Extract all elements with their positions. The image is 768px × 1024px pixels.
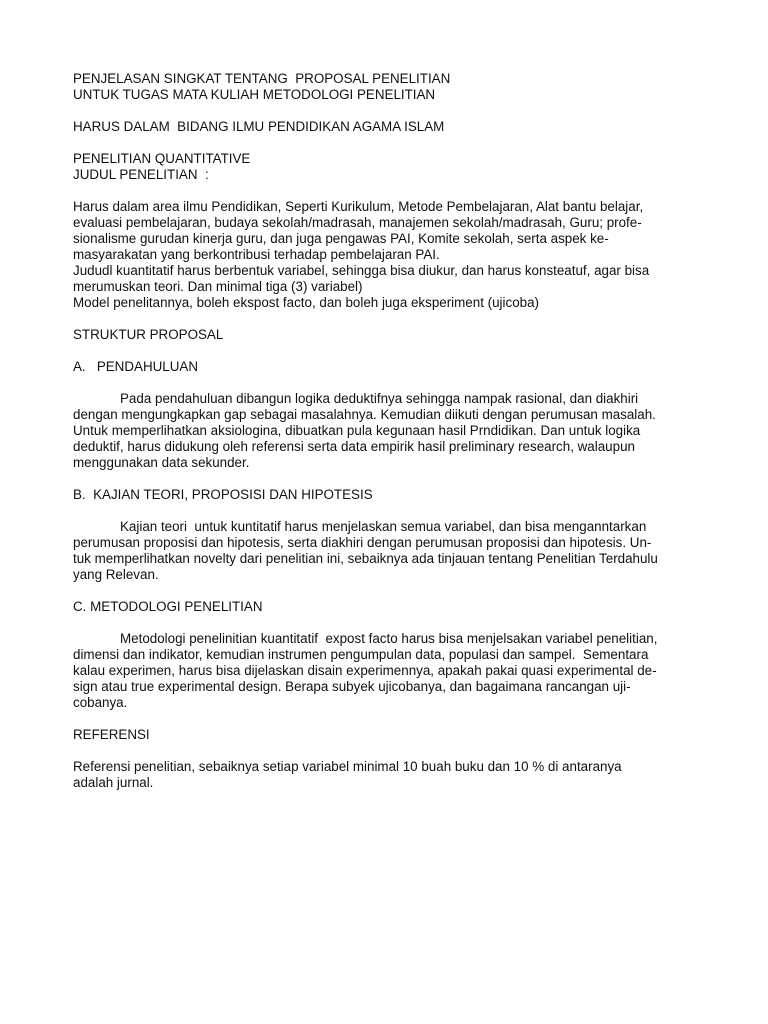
section-c-line: cobanya.: [73, 695, 128, 710]
intro-paragraph: [73, 199, 713, 311]
references-heading: REFERENSI: [73, 727, 150, 742]
section-a-line: deduktif, harus didukung oleh referensi serta data empirik hasil preliminary research, walaupun: [73, 439, 635, 454]
intro-line: merumuskan teori. Dan minimal tiga (3) variabel): [73, 279, 363, 294]
intro-line: sionalisme gurudan kinerja guru, dan juga pengawas PAI, Komite sekolah, serta aspek ke-: [73, 231, 609, 246]
intro-line: Jududl kuantitatif harus berbentuk variabel, sehingga bisa diukur, dan harus konsteatuf, agar bisa: [73, 263, 650, 278]
research-title-label: JUDUL PENELITIAN :: [73, 167, 209, 182]
section-b-line: tuk memperlihatkan novelty dari penelitian ini, sebaiknya ada tinjauan tentang Penelitian Terdahulu: [73, 551, 658, 566]
section-a-line: menggunakan data sekunder.: [73, 455, 250, 470]
references-line: adalah jurnal.: [73, 775, 154, 790]
section-c-line: Metodologi penelinitian kuantitatif expost facto harus bisa menjelsakan variabel penelitian,: [120, 631, 658, 646]
section-b-heading: B. KAJIAN TEORI, PROPOSISI DAN HIPOTESIS: [73, 487, 373, 502]
blank-line: [73, 503, 713, 519]
blank-line: [73, 743, 713, 759]
intro-line: evaluasi pembelajaran, budaya sekolah/madrasah, manajemen sekolah/madrasah, Guru; profe-: [73, 215, 642, 230]
document-title-line-2: UNTUK TUGAS MATA KULIAH METODOLOGI PENELITIAN: [73, 87, 436, 102]
section-b-paragraph: [73, 519, 713, 583]
blank-line: [73, 583, 713, 599]
section-a-line: dengan mengungkapkan gap sebagai masalahnya. Kemudian diikuti dengan perumusan masalah.: [73, 407, 656, 422]
intro-line: masyarakatan yang berkontribusi terhadap pembelajaran PAI.: [73, 247, 440, 262]
section-c-heading: C. METODOLOGI PENELITIAN: [73, 599, 263, 614]
section-c-line: sign atau true experimental design. Berapa subyek ujicobanya, dan bagaimana rancangan uji-: [73, 679, 631, 694]
blank-line: [73, 103, 713, 119]
intro-line: Model penelitannya, boleh ekspost facto, dan boleh juga eksperiment (ujicoba): [73, 295, 539, 310]
section-a-line: Untuk memperlihatkan aksiologina, dibuatkan pula kegunaan hasil Prndidikan. Dan untuk logika: [73, 423, 641, 438]
section-b-line: Kajian teori untuk kuntitatif harus menjelaskan semua variabel, dan bisa menganntarkan: [120, 519, 647, 534]
intro-line: Harus dalam area ilmu Pendidikan, Seperti Kurikulum, Metode Pembelajaran, Alat bantu belajar,: [73, 199, 644, 214]
section-b-line: perumusan proposisi dan hipotesis, serta diakhiri dengan perumusan proposisi dan hipotesis. Un-: [73, 535, 652, 550]
field-statement: HARUS DALAM BIDANG ILMU PENDIDIKAN AGAMA ISLAM: [73, 119, 445, 134]
references-line: Referensi penelitian, sebaiknya setiap variabel minimal 10 buah buku dan 10 % di antaranya: [73, 759, 622, 774]
section-a-paragraph: [73, 391, 713, 471]
structure-heading: STRUKTUR PROPOSAL: [73, 327, 224, 342]
blank-line: [73, 343, 713, 359]
section-c-paragraph: [73, 631, 713, 711]
research-type-heading: PENELITIAN QUANTITATIVE: [73, 151, 251, 166]
blank-line: [73, 183, 713, 199]
blank-line: [73, 471, 713, 487]
blank-line: [73, 615, 713, 631]
section-a-line: Pada pendahuluan dibangun logika deduktifnya sehingga nampak rasional, dan diakhiri: [120, 391, 639, 406]
section-c-line: kalau experimen, harus bisa dijelaskan disain experimennya, apakah pakai quasi experimental de-: [73, 663, 657, 678]
section-b-line: yang Relevan.: [73, 567, 159, 582]
document-page: [73, 71, 713, 791]
section-c-line: dimensi dan indikator, kemudian instrumen pengumpulan data, populasi dan sampel. Sementara: [73, 647, 649, 662]
blank-line: [73, 711, 713, 727]
section-a-heading: A. PENDAHULUAN: [73, 359, 199, 374]
blank-line: [73, 375, 713, 391]
blank-line: [73, 135, 713, 151]
document-title-line-1: PENJELASAN SINGKAT TENTANG PROPOSAL PENELITIAN: [73, 71, 451, 86]
blank-line: [73, 311, 713, 327]
references-paragraph: [73, 759, 713, 791]
